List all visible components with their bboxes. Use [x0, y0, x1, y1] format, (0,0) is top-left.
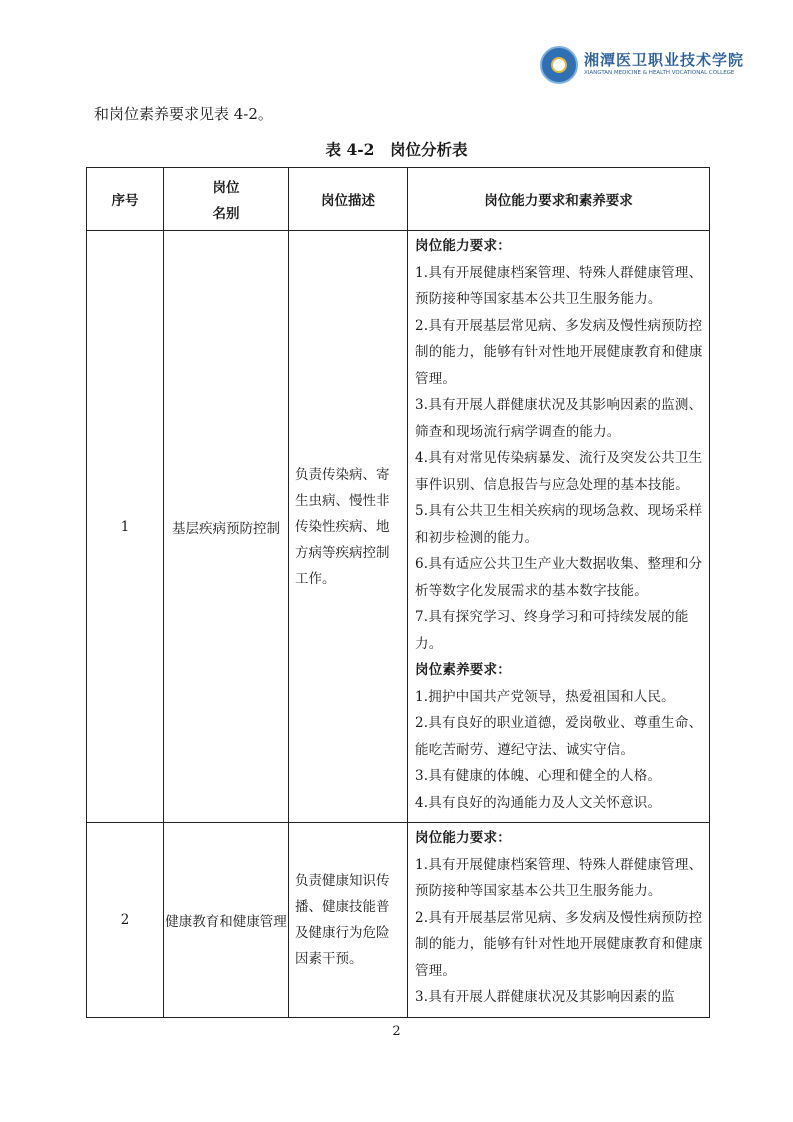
- ability-title: 岗位能力要求：: [415, 238, 511, 254]
- ability-item: 7.具有探究学习、终身学习和可持续发展的能力。: [415, 609, 689, 652]
- ability-item: 2.具有开展基层常见病、多发病及慢性病预防控制的能力，能够有针对性地开展健康教育和健康管理。: [415, 317, 703, 387]
- intro-text: 和岗位素养要求见表 4-2。: [94, 105, 273, 123]
- row-position-name: 健康教育和健康管理: [164, 823, 289, 1018]
- row-seq: 2: [87, 823, 164, 1018]
- row-description: 负责传染病、寄生虫病、慢性非传染性疾病、地方病等疾病控制工作。: [289, 231, 408, 823]
- college-logo: [540, 46, 745, 86]
- header-requirements: 岗位能力要求和素养要求: [408, 168, 710, 231]
- row-requirements: [408, 231, 710, 823]
- ability-title: 岗位能力要求：: [415, 830, 511, 846]
- page-number: 2: [392, 1024, 401, 1039]
- ability-item: 5.具有公共卫生相关疾病的现场急救、现场采样和初步检测的能力。: [415, 503, 703, 546]
- row-requirements: [408, 823, 710, 1018]
- table-row: [87, 823, 710, 1018]
- ability-item: 1.具有开展健康档案管理、特殊人群健康管理、预防接种等国家基本公共卫生服务能力。: [415, 856, 703, 899]
- ability-item: 4.具有对常见传染病暴发、流行及突发公共卫生事件识别、信息报告与应急处理的基本技能。: [415, 450, 703, 493]
- header-position-name-line1: 岗位: [212, 180, 240, 196]
- table-header-row: [87, 168, 710, 231]
- table-caption: 表 4-2 岗位分析表: [325, 140, 468, 159]
- ability-item: 6.具有适应公共卫生产业大数据收集、整理和分析等数字化发展需求的基本数字技能。: [415, 556, 703, 599]
- ability-item: 3.具有开展人群健康状况及其影响因素的监: [415, 989, 675, 1005]
- ability-item: 3.具有开展人群健康状况及其影响因素的监测、筛查和现场流行病学调查的能力。: [415, 397, 703, 440]
- header-description: 岗位描述: [289, 168, 408, 231]
- row-description: 负责健康知识传播、健康技能普及健康行为危险因素干预。: [289, 823, 408, 1018]
- table-row: [87, 231, 710, 823]
- ability-item: 2.具有开展基层常见病、多发病及慢性病预防控制的能力，能够有针对性地开展健康教育和健康管理。: [415, 909, 703, 979]
- header-seq: 序号: [87, 168, 164, 231]
- header-position-name: [164, 168, 289, 231]
- quality-item: 1.拥护中国共产党领导，热爱祖国和人民。: [415, 688, 675, 705]
- quality-item: 2.具有良好的职业道德，爱岗敬业、尊重生命、能吃苦耐劳、遵纪守法、诚实守信。: [415, 715, 703, 758]
- quality-title: 岗位素养要求：: [415, 662, 511, 678]
- header-position-name-line2: 名别: [212, 206, 240, 222]
- college-emblem-icon: [540, 46, 578, 84]
- row-seq: 1: [87, 231, 164, 823]
- quality-item: 3.具有健康的体魄、心理和健全的人格。: [415, 768, 662, 784]
- college-name-english: XIANGTAN MEDICINE & HEALTH VOCATIONAL COLLEGE: [584, 70, 735, 76]
- row-position-name: 基层疾病预防控制: [164, 231, 289, 823]
- quality-item: 4.具有良好的沟通能力及人文关怀意识。: [415, 794, 662, 811]
- college-name: 湘潭医卫职业技术学院: [584, 51, 745, 69]
- ability-item: 1.具有开展健康档案管理、特殊人群健康管理、预防接种等国家基本公共卫生服务能力。: [415, 264, 703, 307]
- position-analysis-table: [86, 167, 710, 1018]
